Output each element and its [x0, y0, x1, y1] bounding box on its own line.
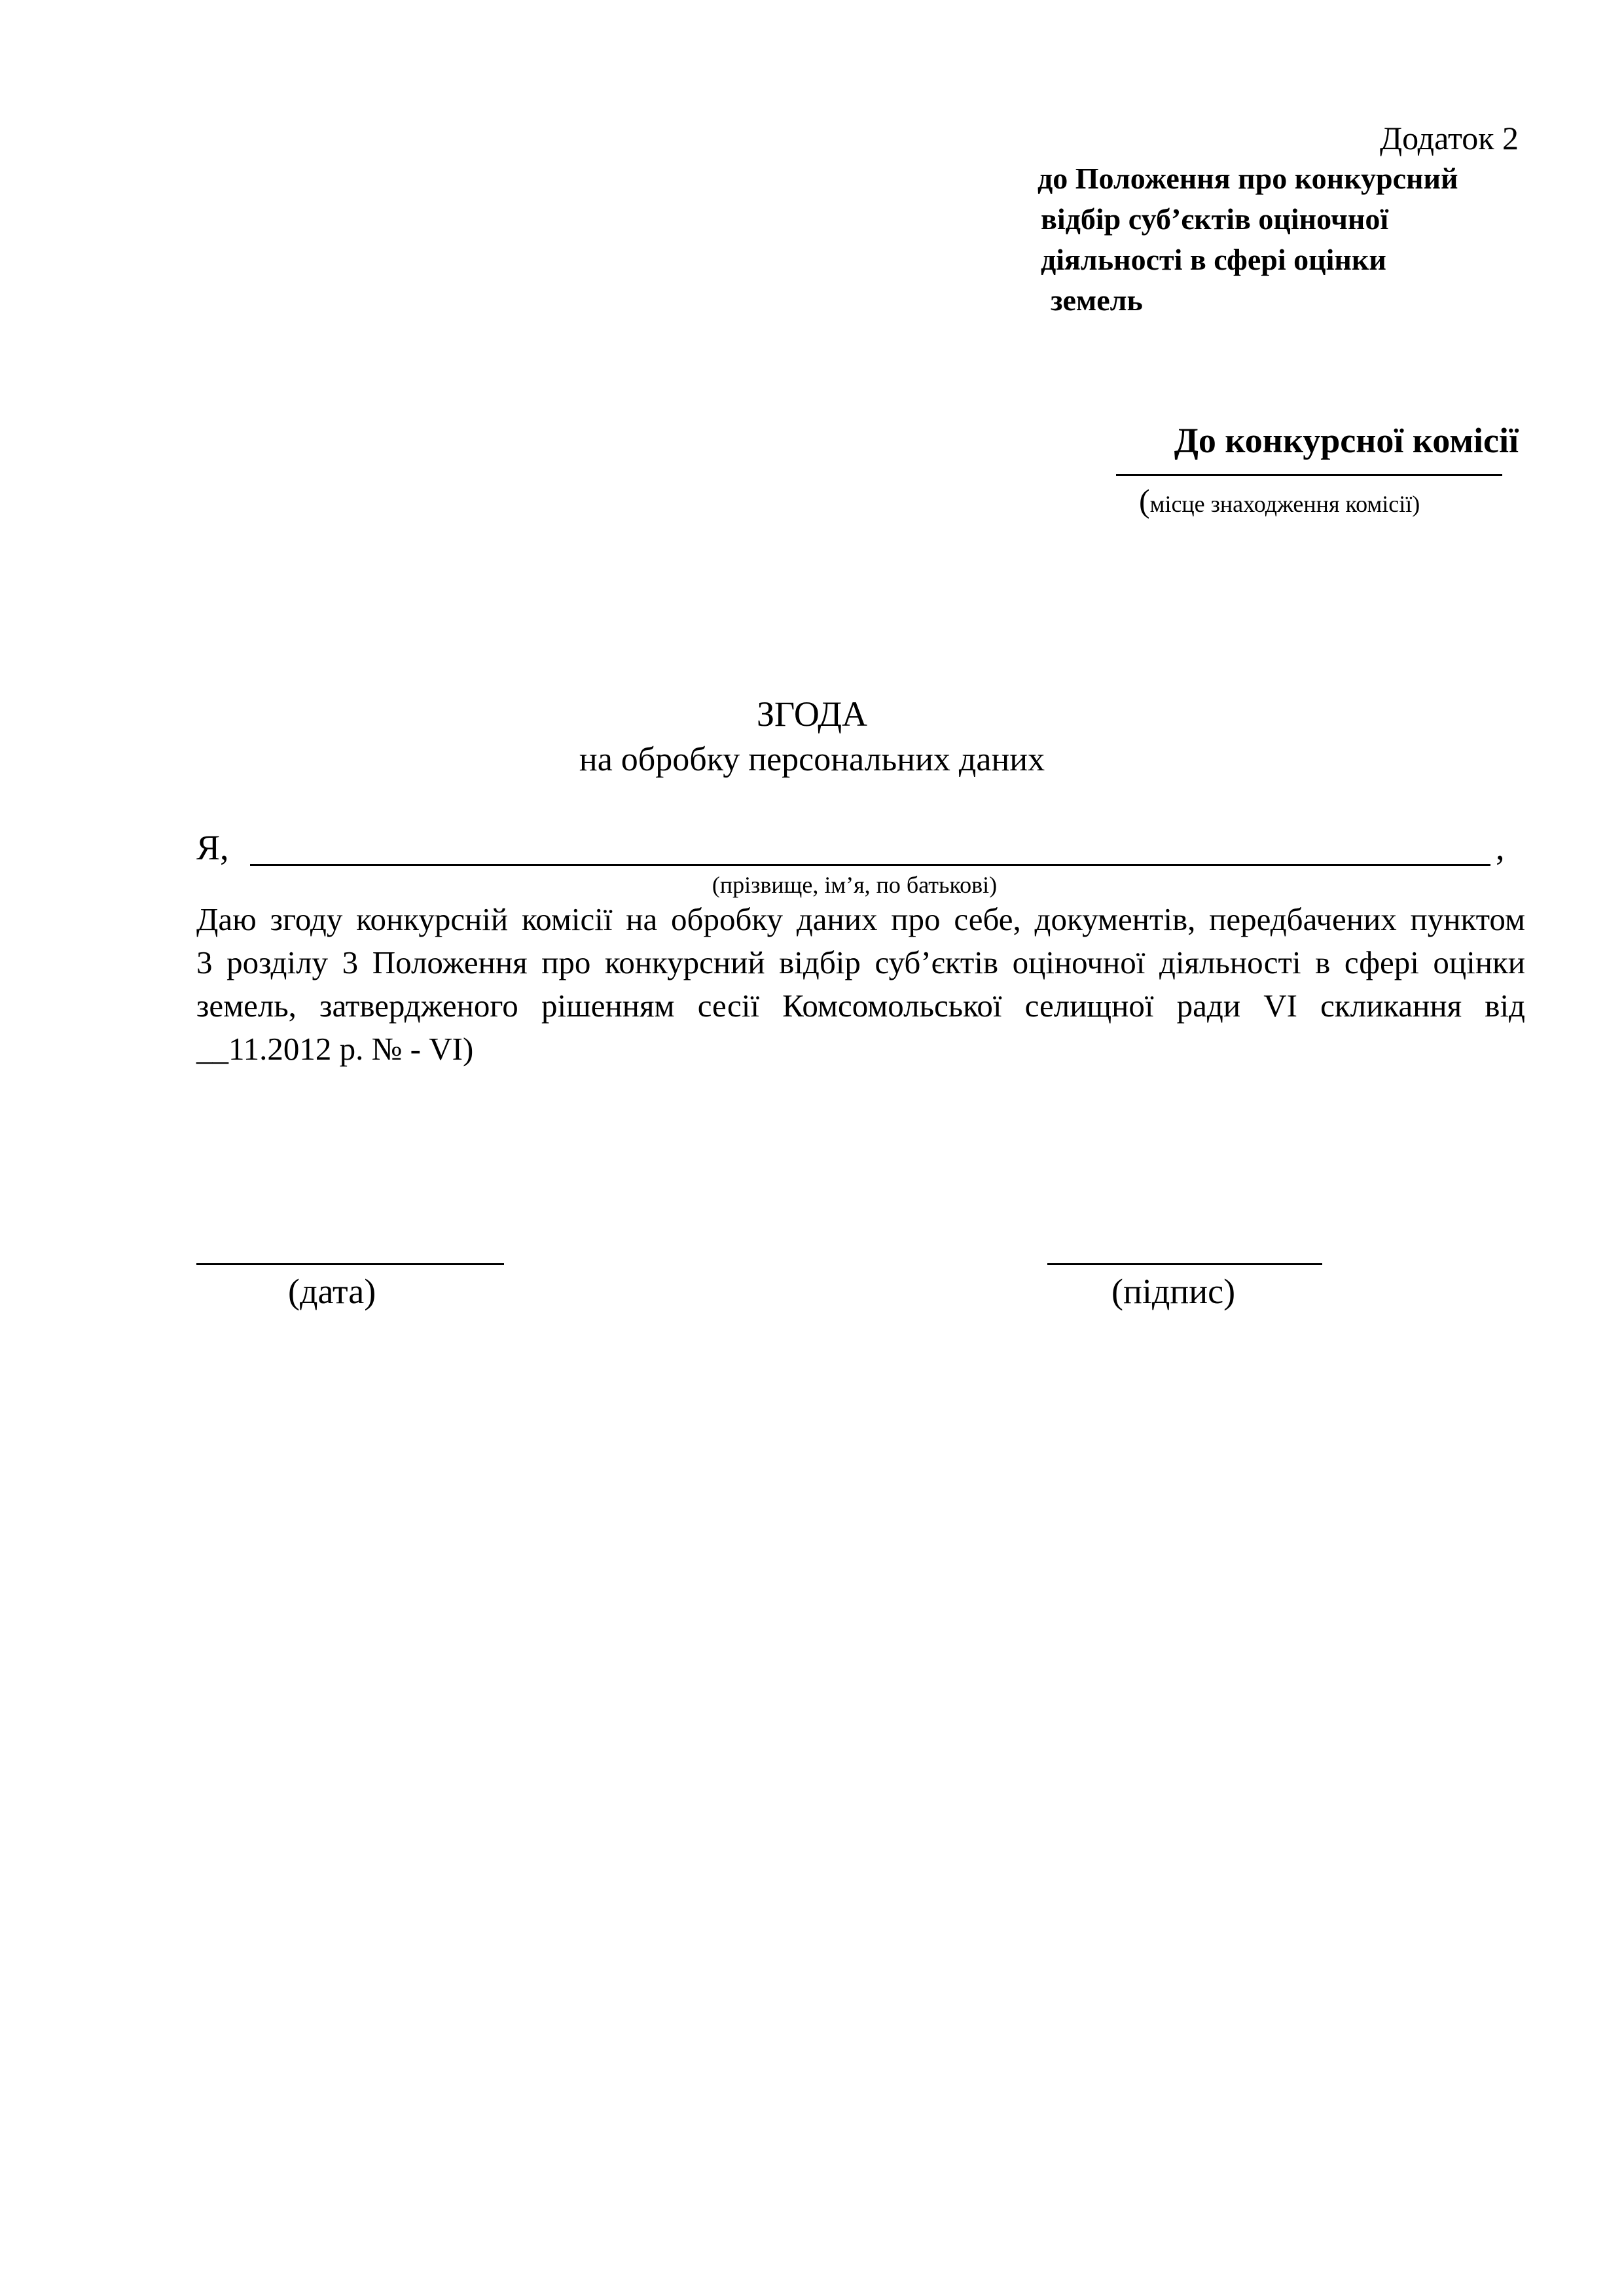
consent-paragraph: [196, 898, 1525, 1071]
signature-caption: (підпис): [1111, 1272, 1236, 1311]
caption-open-paren: (: [1139, 482, 1150, 519]
addressee-block: [1021, 419, 1519, 520]
appendix-label: Додаток 2: [1380, 120, 1519, 156]
addressee-title: До конкурсної комісії: [1174, 421, 1519, 460]
appendix-block: [1021, 118, 1519, 321]
paragraph-line: земель, затвердженого рішенням сесії Комсомольської селищної ради VI скликання від: [196, 988, 1525, 1024]
commission-location-caption: [1139, 482, 1519, 520]
name-suffix: ,: [1496, 828, 1505, 867]
paragraph-line: 3 розділу 3 Положення про конкурсний відбір суб’єктів оціночної діяльності в сфері оцінки: [196, 944, 1525, 980]
appendix-reference-line: відбір суб’єктів оціночної: [1041, 202, 1389, 236]
full-name-row: [196, 826, 1525, 872]
appendix-reference-line: діяльності в сфері оцінки: [1041, 243, 1386, 276]
document-title: ЗГОДА: [756, 694, 868, 734]
caption-text: місце знаходження комісії): [1149, 491, 1420, 517]
paragraph-line: __11.2012 р. № - VI): [196, 1031, 474, 1067]
paragraph-line: Даю згоду конкурсній комісії на обробку даних про себе, документів, передбачених пунктом: [196, 901, 1525, 937]
document-subtitle: на обробку персональних даних: [579, 741, 1045, 778]
appendix-reference-line: до Положення про конкурсний: [1038, 162, 1458, 195]
full-name-caption: (прізвище, ім’я, по батькові): [712, 872, 998, 898]
commission-location-field[interactable]: [1116, 474, 1502, 476]
signature-field[interactable]: [1047, 1263, 1322, 1265]
date-field[interactable]: [196, 1263, 504, 1265]
date-caption: (дата): [288, 1272, 376, 1311]
appendix-reference-line: земель: [1051, 283, 1143, 317]
full-name-field[interactable]: [250, 864, 1490, 866]
name-prefix: Я,: [196, 828, 229, 867]
